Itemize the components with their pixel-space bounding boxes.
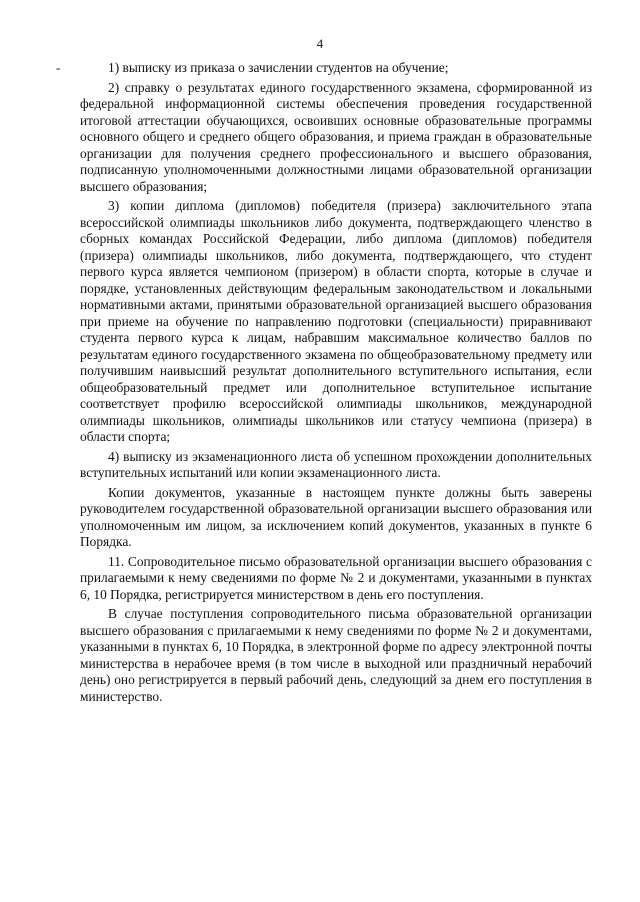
electronic-submission-paragraph: В случае поступления сопроводительного письма образовательной организации высшего образования с прилагаемыми к нему сведениями по форме № 2 и документами, указанными в пунктах 6, 10 Порядка, в электронной форме по адресу электронной почты министерства в нерабочее время (в том числе в выходной или праздничный нерабочий день) оно регистрируется в первый рабочий день, следующий за днем его поступления в министерство. [80, 606, 592, 704]
list-item-1: 1) выписку из приказа о зачислении студентов на обучение; [108, 60, 449, 75]
list-item-4: 4) выписку из экзаменационного листа об успешном прохождении дополнительных вступительных испытаний или копии экзаменационного листа. [80, 448, 592, 480]
page-number: 4 [316, 36, 324, 51]
list-item-3: 3) копии диплома (дипломов) победителя (призера) заключительного этапа всероссийской олимпиады школьников либо документа, подтверждающего членство в сборных командах Российской Федерации, либо диплома (дипломов) победителя (призера) олимпиады школьников, либо документа, подтверждающего, что студент первого курса является чемпионом (призером) в области спорта, которые в случае и порядке, установленных действующим федеральным законодательством и локальными нормативными актами, принятыми образовательной организацией высшего образования при приеме на обучение по направлению подготовки (специальности) приравнивают студента первого курса к лицам, набравшим максимальное количество баллов по результатам единого государственного экзамена по общеобразовательному предмету или получившим наивысший результат дополнительного вступительного испытания, если общеобразовательный предмет или дополнительное вступительное испытание соответствует профилю всероссийской олимпиады школьников, международной олимпиады школьников, олимпиады школьников или статусу чемпиона (призера) в области спорта; [80, 198, 592, 444]
clause-11-paragraph: 11. Сопроводительное письмо образовательной организации высшего образования с прилагаемыми к нему сведениями по форме № 2 и документами, указанными в пунктах 6, 10 Порядка, регистрируется министерством в день его поступления. [80, 553, 592, 602]
margin-mark: - [56, 60, 61, 75]
list-item-2: 2) справку о результатах единого государственного экзамена, сформированной из федеральной информационной системы обеспечения проведения государственной итоговой аттестации обучающихся, освоивших основные образовательные программы основного общего и среднего общего образования, и приема граждан в образовательные организации для получения среднего профессионального и высшего образования, подписанную уполномоченными должностными лицами образовательной организации высшего образования; [80, 79, 592, 194]
document-body [80, 60, 592, 705]
copies-paragraph: Копии документов, указанные в настоящем пункте должны быть заверены руководителем государственной образовательной организации высшего образования или уполномоченным им лицом, за исключением копий документов, указанных в пункте 6 Порядка. [80, 484, 592, 549]
